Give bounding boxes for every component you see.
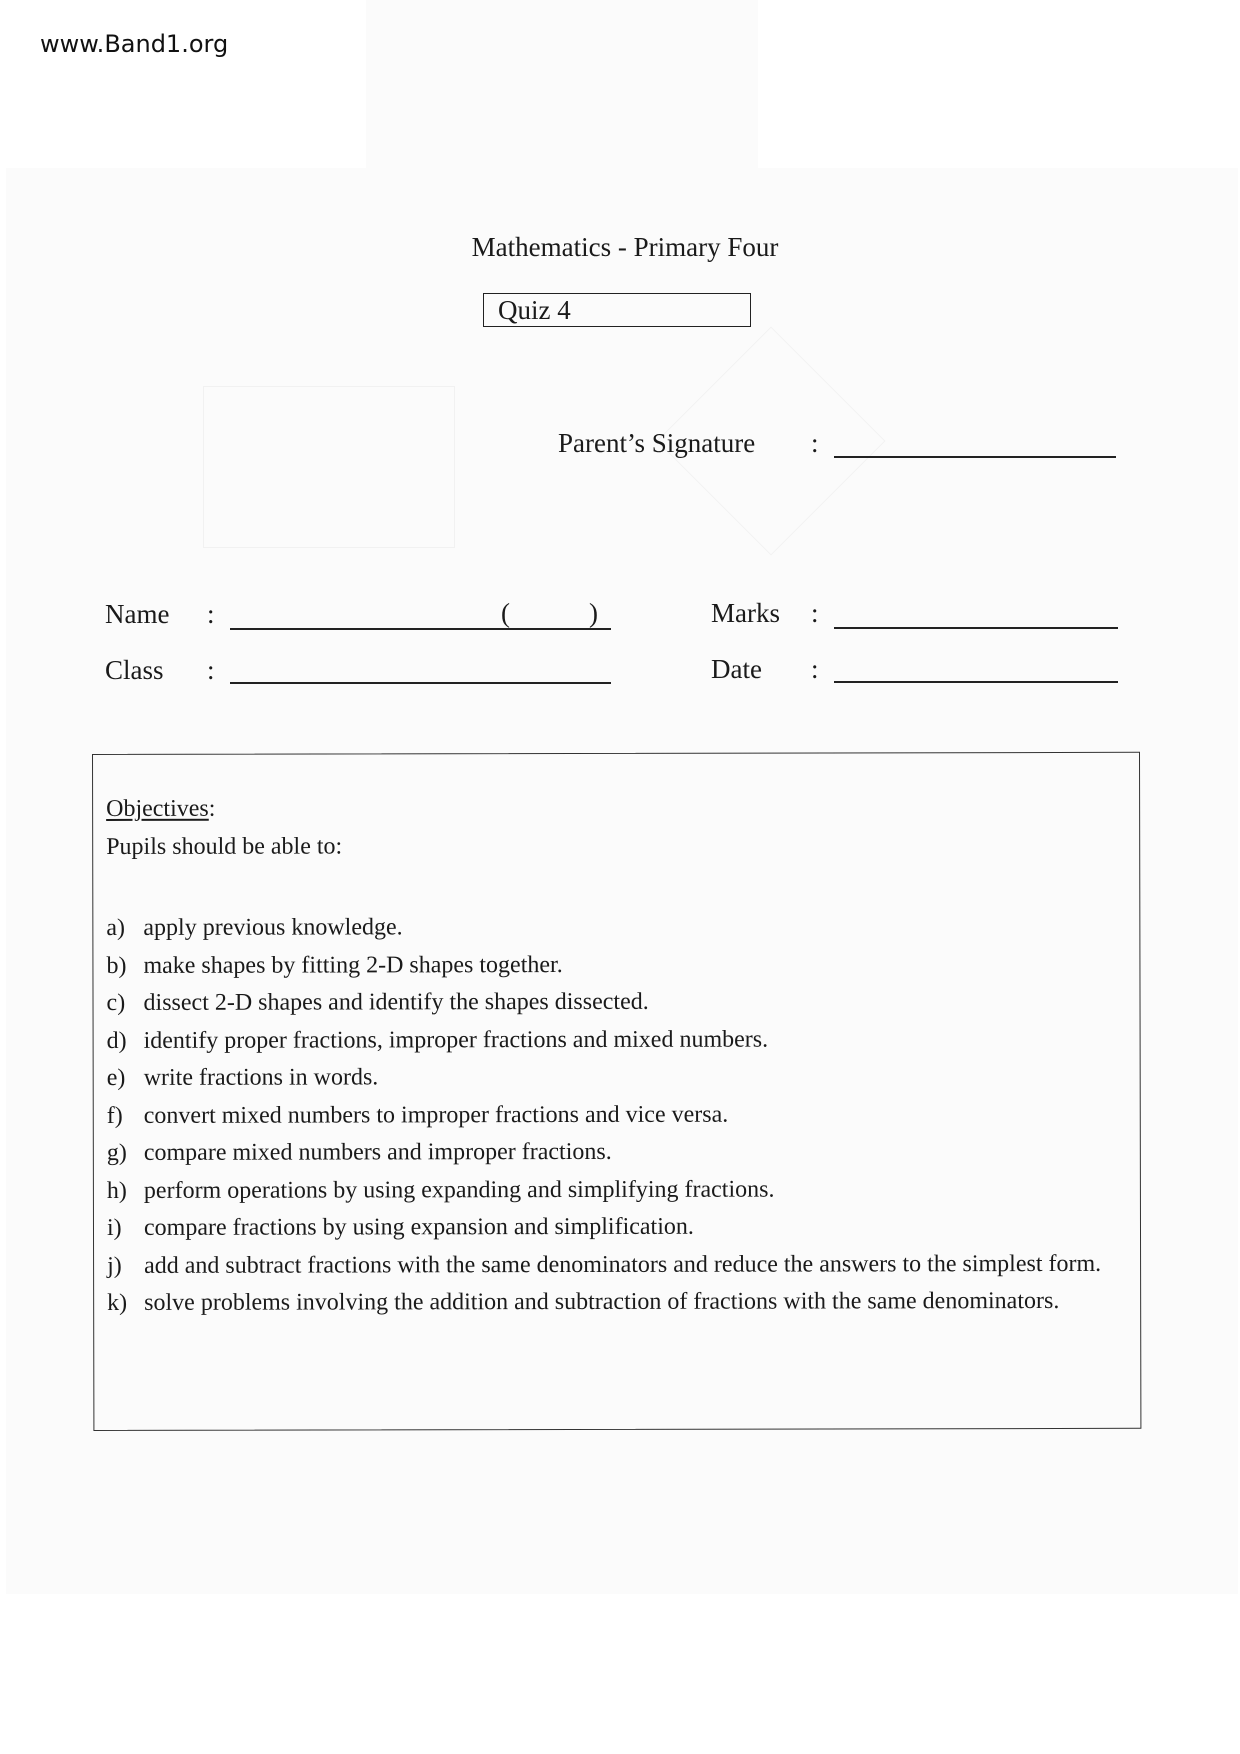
objective-text: compare mixed numbers and improper fractions. [143,1138,612,1166]
objective-text: apply previous knowledge. [143,914,403,941]
name-label: Name [105,599,170,629]
scanned-page-top [366,0,758,168]
objective-text: identify proper fractions, improper fractions and mixed numbers. [143,1026,769,1054]
objective-letter: k) [107,1289,128,1316]
objective-item [106,983,1116,1023]
objective-letter: b) [106,952,127,979]
class-label: Class [105,655,164,685]
objective-text: perform operations by using expanding and simplifying fractions. [143,1176,775,1204]
date-field[interactable] [834,681,1118,683]
objective-text: solve problems involving the addition and subtraction of fractions with the same denominators. [144,1287,1060,1316]
objective-text: convert mixed numbers to improper fractions and vice versa. [143,1101,729,1129]
quiz-label-box: Quiz 4 [483,293,751,327]
objectives-heading [106,796,215,823]
class-number-open-paren: ( [501,598,510,628]
marks-label: Marks [711,598,780,628]
objective-letter: h) [106,1177,127,1204]
objective-item [106,908,1116,948]
objective-letter: d) [106,1027,127,1054]
objective-letter: j) [107,1252,122,1279]
name-colon: : [207,599,215,629]
marks-colon: : [811,598,819,628]
parent-signature-colon: : [811,428,819,458]
parent-signature-field[interactable] [834,456,1116,458]
objective-text: write fractions in words. [143,1064,379,1091]
class-number-close-paren: ) [589,598,598,628]
objective-text: make shapes by fitting 2-D shapes together. [143,951,563,979]
objective-item [107,1208,1117,1248]
bleed-through-rectangle [203,386,455,548]
parent-signature-label: Parent’s Signature [558,428,756,458]
objective-letter: a) [106,914,126,941]
date-colon: : [811,654,819,684]
objective-item [107,1133,1117,1173]
date-label: Date [711,654,762,684]
document-title: Mathematics - Primary Four [471,232,779,262]
objective-letter: i) [106,1214,122,1241]
objective-letter: e) [106,1064,126,1091]
objective-text: add and subtract fractions with the same denominators and reduce the answers to the simplest form. [144,1250,1102,1279]
class-field[interactable] [230,682,611,684]
objective-letter: g) [106,1139,127,1166]
objectives-heading-text: Objectives [106,795,209,822]
objective-text: compare fractions by using expansion and simplification. [143,1213,694,1241]
objective-item [107,1095,1117,1135]
objective-item [107,1170,1117,1210]
objective-item [107,1245,1117,1285]
objectives-box [92,752,1141,1431]
marks-field[interactable] [834,627,1118,629]
objectives-list [106,908,1117,1323]
objectives-heading-colon: : [208,795,216,822]
objective-text: dissect 2-D shapes and identify the shapes dissected. [143,988,649,1016]
objective-letter: c) [106,989,126,1016]
objectives-intro: Pupils should be able to: [106,833,343,860]
objective-letter: f) [106,1102,123,1129]
objective-item [106,945,1116,985]
name-field[interactable] [230,628,611,630]
class-colon: : [207,655,215,685]
objective-item [107,1020,1117,1060]
objective-item [107,1283,1117,1323]
website-watermark: www.Band1.org [40,30,229,58]
objective-item [107,1058,1117,1098]
